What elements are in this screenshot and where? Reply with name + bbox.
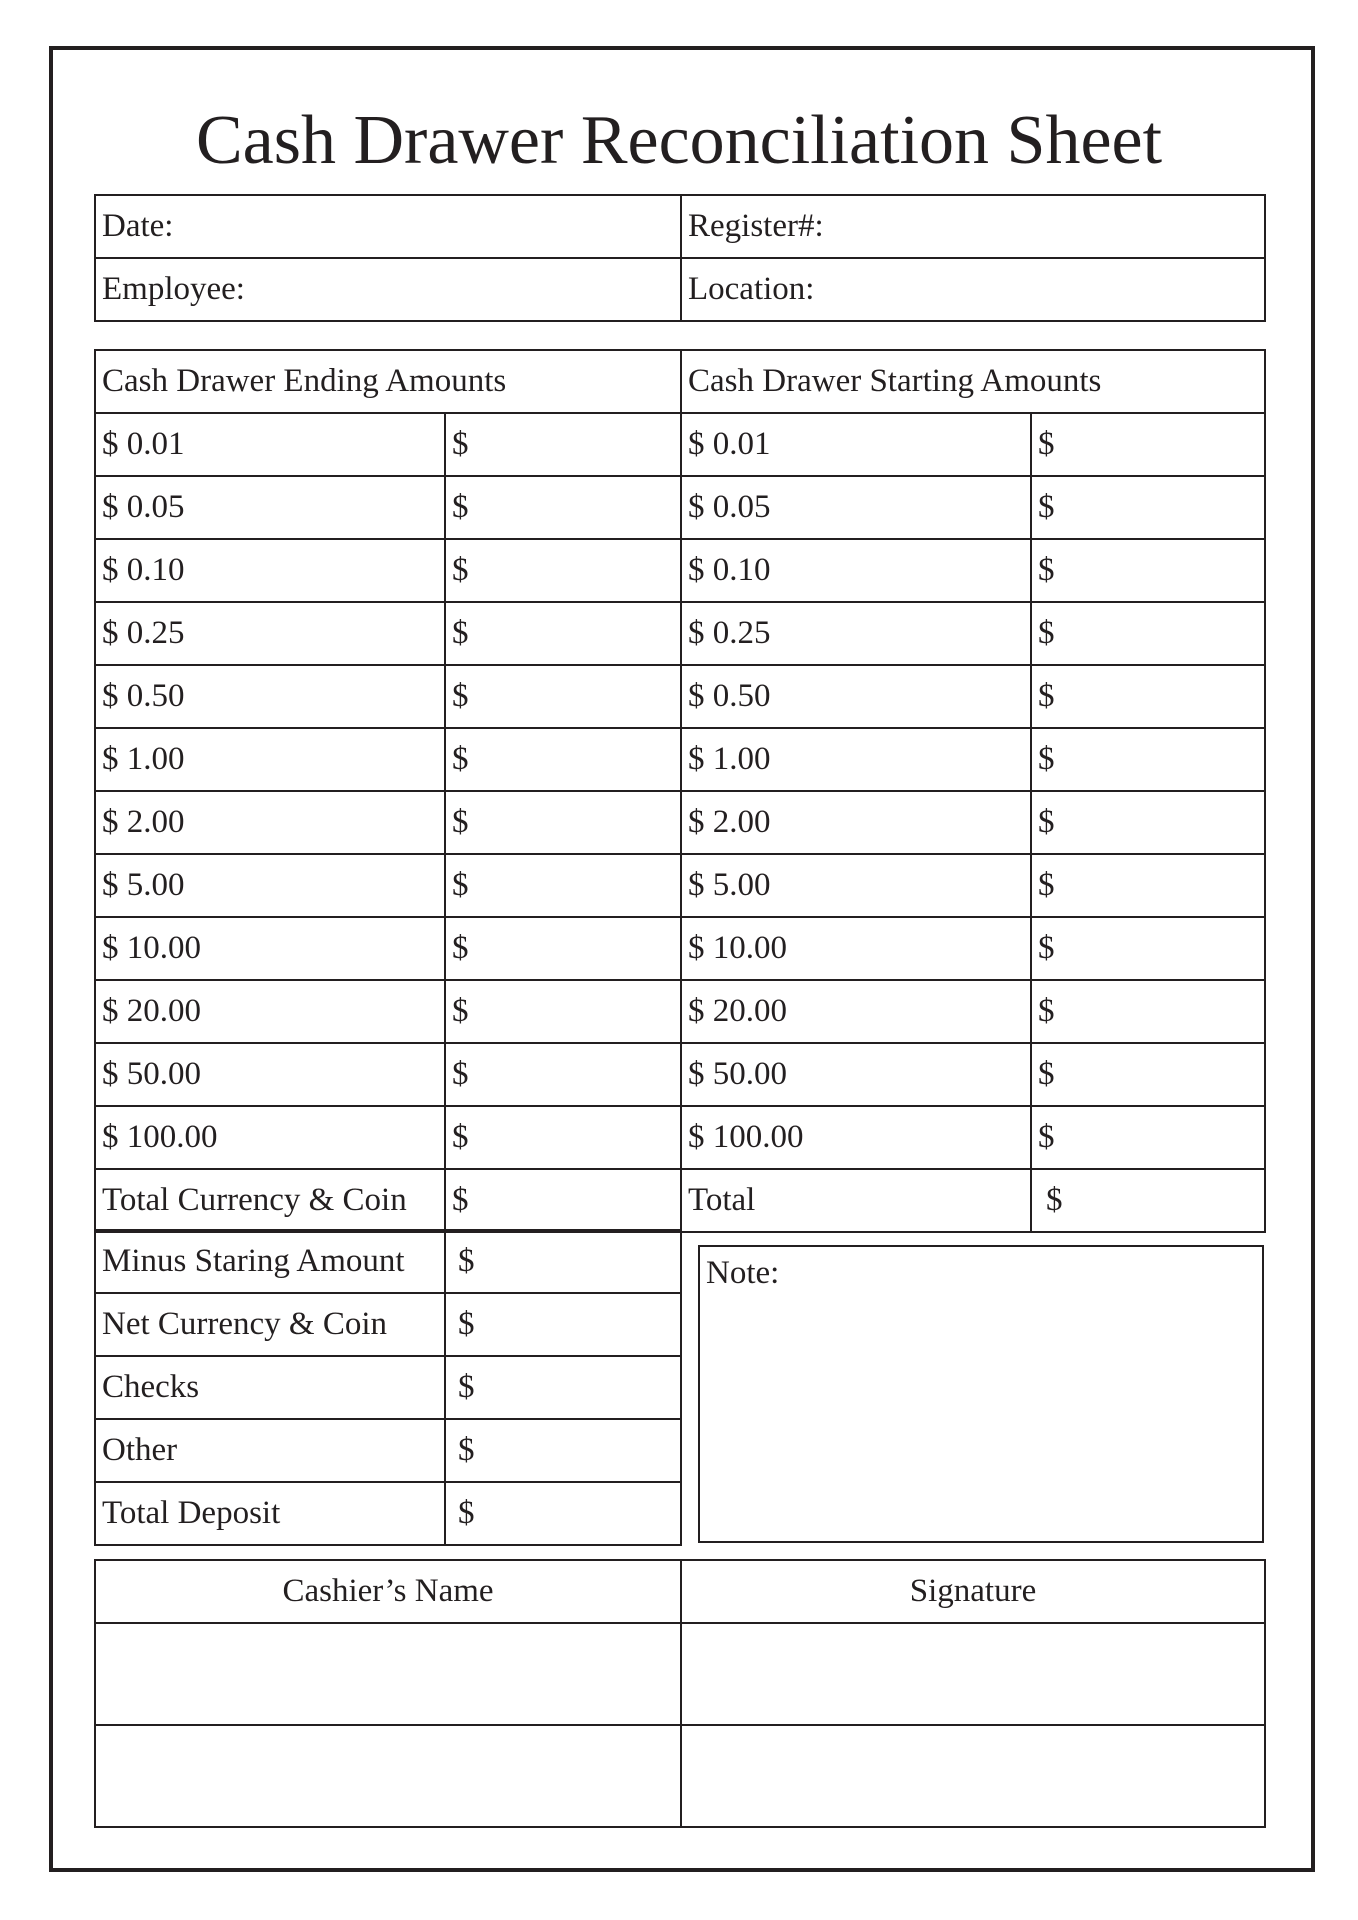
note-box[interactable]	[698, 1245, 1264, 1543]
ending-denomination-label: $ 20.00	[95, 980, 445, 1043]
starting-amount-cell[interactable]: $	[1031, 791, 1265, 854]
starting-amount-cell[interactable]: $	[1031, 665, 1265, 728]
table-row	[95, 539, 1265, 602]
starting-denomination-label: $ 0.01	[681, 413, 1031, 476]
header-fields-table	[94, 194, 1266, 322]
table-row	[95, 917, 1265, 980]
table-row	[95, 413, 1265, 476]
ending-amount-cell[interactable]: $	[445, 476, 681, 539]
starting-denomination-label: $ 0.05	[681, 476, 1031, 539]
table-row	[95, 1419, 681, 1482]
employee-field[interactable]: Employee:	[95, 258, 681, 321]
starting-amounts-heading: Cash Drawer Starting Amounts	[681, 350, 1265, 413]
deposit-label: Minus Staring Amount	[95, 1230, 445, 1293]
starting-amount-cell[interactable]: $	[1031, 854, 1265, 917]
signoff-table	[94, 1559, 1266, 1828]
ending-amount-cell[interactable]: $	[445, 1043, 681, 1106]
location-field[interactable]: Location:	[681, 258, 1265, 321]
ending-denomination-label: $ 5.00	[95, 854, 445, 917]
signature-cell[interactable]	[681, 1725, 1265, 1827]
ending-amount-cell[interactable]: $	[445, 413, 681, 476]
starting-amount-cell[interactable]: $	[1031, 1106, 1265, 1169]
ending-denomination-label: $ 2.00	[95, 791, 445, 854]
table-row	[95, 980, 1265, 1043]
deposit-label: Checks	[95, 1356, 445, 1419]
cash-drawer-amounts-table	[94, 349, 1266, 1233]
deposit-amount-cell[interactable]: $	[445, 1356, 681, 1419]
table-row	[95, 1356, 681, 1419]
deposit-amount-cell[interactable]: $	[445, 1293, 681, 1356]
starting-denomination-label: $ 0.25	[681, 602, 1031, 665]
table-row	[95, 1725, 1265, 1827]
starting-denomination-label: $ 2.00	[681, 791, 1031, 854]
ending-denomination-label: $ 100.00	[95, 1106, 445, 1169]
ending-amount-cell[interactable]: $	[445, 1106, 681, 1169]
date-field[interactable]: Date:	[95, 195, 681, 258]
starting-amount-cell[interactable]: $	[1031, 602, 1265, 665]
signature-header: Signature	[681, 1560, 1265, 1623]
ending-amount-cell[interactable]: $	[445, 539, 681, 602]
starting-amount-cell[interactable]: $	[1031, 476, 1265, 539]
ending-total-label: Total Currency & Coin	[95, 1169, 445, 1232]
starting-amount-cell[interactable]: $	[1031, 1043, 1265, 1106]
table-row	[95, 602, 1265, 665]
starting-denomination-label: $ 20.00	[681, 980, 1031, 1043]
cashier-name-header: Cashier’s Name	[95, 1560, 681, 1623]
ending-denomination-label: $ 0.01	[95, 413, 445, 476]
ending-amount-cell[interactable]: $	[445, 665, 681, 728]
deposit-label: Total Deposit	[95, 1482, 445, 1545]
register-field[interactable]: Register#:	[681, 195, 1265, 258]
starting-amount-cell[interactable]: $	[1031, 917, 1265, 980]
ending-amount-cell[interactable]: $	[445, 728, 681, 791]
table-row	[95, 791, 1265, 854]
page-title: Cash Drawer Reconciliation Sheet	[195, 102, 1163, 179]
deposit-label: Other	[95, 1419, 445, 1482]
cashier-name-cell[interactable]	[95, 1725, 681, 1827]
table-row	[95, 476, 1265, 539]
table-row	[95, 1043, 1265, 1106]
ending-denomination-label: $ 1.00	[95, 728, 445, 791]
note-label: Note:	[706, 1255, 780, 1291]
starting-denomination-label: $ 1.00	[681, 728, 1031, 791]
ending-amount-cell[interactable]: $	[445, 854, 681, 917]
ending-denomination-label: $ 0.25	[95, 602, 445, 665]
table-row	[95, 1230, 681, 1293]
starting-total-cell[interactable]: $	[1031, 1169, 1265, 1232]
deposit-amount-cell[interactable]: $	[445, 1419, 681, 1482]
ending-total-cell[interactable]: $	[445, 1169, 681, 1232]
starting-denomination-label: $ 5.00	[681, 854, 1031, 917]
starting-amount-cell[interactable]: $	[1031, 539, 1265, 602]
signature-cell[interactable]	[681, 1623, 1265, 1725]
deposit-table	[94, 1229, 682, 1546]
starting-denomination-label: $ 50.00	[681, 1043, 1031, 1106]
deposit-label: Net Currency & Coin	[95, 1293, 445, 1356]
table-row	[95, 1106, 1265, 1169]
ending-amount-cell[interactable]: $	[445, 980, 681, 1043]
starting-denomination-label: $ 10.00	[681, 917, 1031, 980]
ending-denomination-label: $ 0.10	[95, 539, 445, 602]
starting-amount-cell[interactable]: $	[1031, 980, 1265, 1043]
starting-amount-cell[interactable]: $	[1031, 728, 1265, 791]
ending-amount-cell[interactable]: $	[445, 602, 681, 665]
starting-denomination-label: $ 100.00	[681, 1106, 1031, 1169]
table-row	[95, 1293, 681, 1356]
starting-denomination-label: $ 0.10	[681, 539, 1031, 602]
starting-amount-cell[interactable]: $	[1031, 413, 1265, 476]
table-row	[95, 665, 1265, 728]
ending-amount-cell[interactable]: $	[445, 791, 681, 854]
ending-amounts-heading: Cash Drawer Ending Amounts	[95, 350, 681, 413]
deposit-amount-cell[interactable]: $	[445, 1482, 681, 1545]
ending-denomination-label: $ 50.00	[95, 1043, 445, 1106]
cashier-name-cell[interactable]	[95, 1623, 681, 1725]
starting-denomination-label: $ 0.50	[681, 665, 1031, 728]
starting-total-label: Total	[681, 1169, 1031, 1232]
table-row	[95, 1623, 1265, 1725]
table-row	[95, 1169, 1265, 1232]
ending-denomination-label: $ 10.00	[95, 917, 445, 980]
ending-denomination-label: $ 0.05	[95, 476, 445, 539]
deposit-amount-cell[interactable]: $	[445, 1230, 681, 1293]
table-row	[95, 728, 1265, 791]
table-row	[95, 854, 1265, 917]
ending-denomination-label: $ 0.50	[95, 665, 445, 728]
table-row	[95, 1482, 681, 1545]
ending-amount-cell[interactable]: $	[445, 917, 681, 980]
